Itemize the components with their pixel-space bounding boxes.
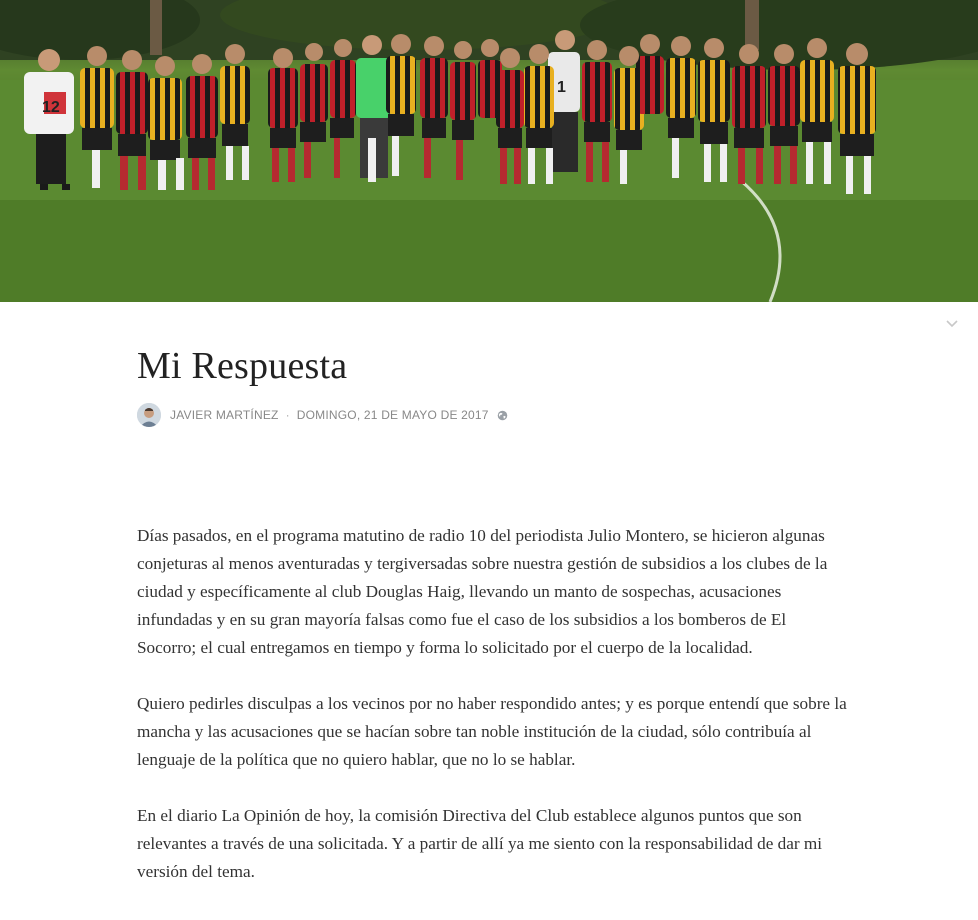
chevron-down-icon <box>946 320 958 328</box>
article-paragraph: Días pasados, en el programa matutino de radio 10 del periodista Julio Montero, se hicieron algunas conjeturas al menos aventuradas y tergiversadas sobre nuestra gestión de subsidios a los clubes de la ciudad y específicamente al club Douglas Haig, llevando un manto de sospechas, acusaciones infundadas y en su gran mayoría falsas como fue el caso de los subsidios a los bomberos de El Socorro; el cual entregamos en tiempo y forma lo solicitado por el cuerpo de la localidad. <box>137 526 828 657</box>
jersey-number-12: 12 <box>42 99 60 116</box>
team-photo-illustration <box>0 0 978 302</box>
article-body <box>137 522 847 914</box>
post-date-link[interactable]: DOMINGO, 21 DE MAYO DE 2017 <box>296 408 489 422</box>
page-title: Mi Respuesta <box>137 345 348 387</box>
collapse-header-button[interactable] <box>943 315 961 333</box>
globe-icon <box>497 410 508 421</box>
article-paragraph: Quiero pedirles disculpas a los vecinos por no haber respondido antes; y es porque entendí que sobre la mancha y las acusaciones que se hacían sobre tan noble institución de la ciudad, sólo contribuía al lenguaje de la política que no quiero hablar, que no lo se hablar. <box>137 694 847 769</box>
jersey-number-1: 1 <box>557 79 566 96</box>
article-meta <box>137 402 839 428</box>
article-paragraph: En el diario La Opinión de hoy, la comisión Directiva del Club establece algunos puntos que son relevantes a través de una solicitada. Y a partir de allí ya me siento con la responsabilidad de dar mi versión del tema. <box>137 806 823 881</box>
avatar[interactable] <box>137 403 161 427</box>
avatar-image <box>137 403 161 427</box>
article-header <box>137 340 839 428</box>
meta-separator: · <box>285 408 290 422</box>
author-link[interactable]: JAVIER MARTÍNEZ <box>170 408 279 422</box>
header-photo <box>0 0 978 302</box>
